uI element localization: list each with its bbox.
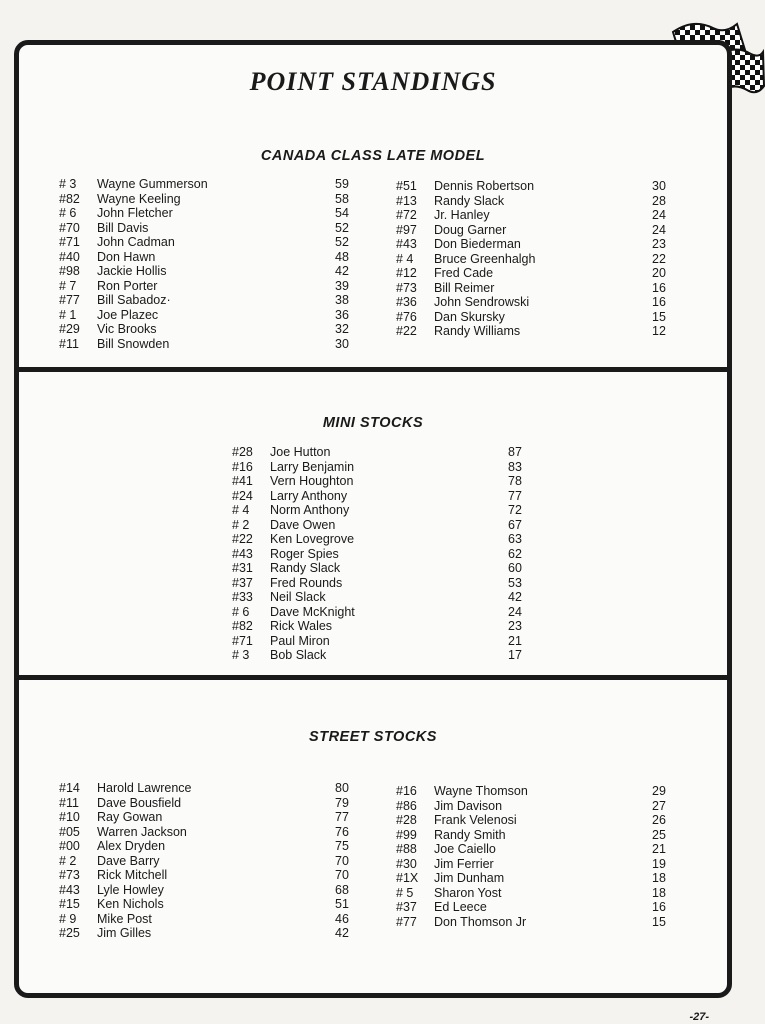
standing-row [59,192,359,207]
car-number: # 4 [396,251,414,266]
mini-section-title: MINI STOCKS [322,415,424,431]
driver-name: Joe Plazec [97,307,159,322]
points-value: 25 [652,827,666,842]
car-number: #16 [232,459,253,474]
canada-right-list [396,179,696,339]
driver-name: Dave Owen [270,517,336,532]
points-value: 42 [335,264,349,278]
driver-name: Dave McKnight [270,604,355,619]
street-left-list [59,781,359,941]
car-number: # 5 [396,885,414,900]
driver-name: Ed Leece [434,900,487,914]
car-number: #37 [232,575,253,590]
points-value: 18 [652,871,666,885]
driver-name: Dan Skursky [434,309,505,324]
driver-name: Norm Anthony [270,503,350,517]
standing-row [232,474,532,489]
points-value: 79 [335,795,349,810]
standing-row [396,900,696,915]
driver-name: Bruce Greenhalgh [434,251,536,266]
car-number: #40 [59,249,80,264]
points-value: 72 [508,503,522,517]
points-value: 70 [335,868,349,882]
points-value: 15 [652,309,666,324]
points-value: 36 [335,307,349,322]
standing-row [59,308,359,323]
driver-name: John Sendrowski [434,295,530,309]
points-value: 27 [652,798,666,813]
driver-name: Frank Velenosi [434,813,517,827]
standing-row [396,179,696,194]
driver-name: Larry Anthony [270,488,348,503]
points-value: 77 [335,810,349,824]
car-number: #22 [396,324,417,338]
points-value: 24 [652,208,666,222]
car-number: # 6 [59,206,77,220]
standing-row [396,813,696,828]
car-number: #11 [59,336,79,351]
standing-row [59,235,359,250]
standing-row [59,796,359,811]
car-number: #99 [396,827,417,842]
driver-name: John Cadman [97,235,175,249]
driver-name: Paul Miron [270,633,330,648]
standing-row [396,266,696,281]
points-value: 46 [335,911,349,926]
points-value: 51 [335,897,349,911]
driver-name: Randy Smith [434,827,506,842]
points-value: 21 [652,842,666,856]
driver-name: Doug Garner [434,222,507,237]
standing-row [232,648,532,663]
standing-row [232,503,532,518]
car-number: #13 [396,193,417,208]
car-number: #76 [396,309,417,324]
driver-name: Vern Houghton [270,474,354,488]
page-title: POINT STANDINGS [249,67,497,96]
car-number: #33 [232,590,253,604]
car-number: #00 [59,839,80,853]
standing-row [59,279,359,294]
points-value: 22 [652,251,666,266]
car-number: #11 [59,795,79,810]
driver-name: Harold Lawrence [97,781,192,795]
car-number: #15 [59,897,80,911]
driver-name: Fred Cade [434,266,494,280]
car-number: #30 [396,856,417,871]
driver-name: Bill Reimer [434,280,495,295]
points-value: 87 [508,445,522,459]
points-value: 80 [335,781,349,795]
points-value: 28 [652,193,666,208]
standing-row [396,886,696,901]
points-value: 38 [335,293,349,307]
standing-row [396,223,696,238]
points-value: 19 [652,856,666,871]
points-value: 12 [652,324,666,338]
points-value: 16 [652,280,666,295]
driver-name: Dave Bousfield [97,795,182,810]
car-number: #29 [59,322,80,336]
driver-name: Joe Hutton [270,445,331,459]
driver-name: Ron Porter [97,278,158,293]
car-number: #97 [396,222,417,237]
points-value: 24 [652,222,666,237]
driver-name: Don Hawn [97,249,156,264]
standing-row [232,561,532,576]
standing-row [396,237,696,252]
driver-name: Dave Barry [97,853,160,868]
driver-name: Ken Nichols [97,897,164,911]
points-value: 15 [652,914,666,929]
points-value: 42 [508,590,522,604]
car-number: #25 [59,926,80,940]
car-number: #73 [59,868,80,882]
standing-row [232,619,532,634]
standing-row [59,912,359,927]
standing-row [232,547,532,562]
points-value: 17 [508,648,522,662]
driver-name: Randy Williams [434,324,521,338]
car-number: #36 [396,295,417,309]
driver-name: Randy Slack [270,561,341,575]
standing-row [59,897,359,912]
standing-row [232,590,532,605]
driver-name: Wayne Keeling [97,191,181,206]
car-number: # 4 [232,503,250,517]
car-number: # 6 [232,604,250,619]
car-number: # 7 [59,278,77,293]
car-number: #77 [396,914,417,929]
driver-name: Sharon Yost [434,885,502,900]
car-number: #98 [59,264,80,278]
driver-name: Neil Slack [270,590,326,604]
car-number: #12 [396,266,417,280]
standing-row [59,810,359,825]
points-value: 54 [335,206,349,220]
standing-row [59,825,359,840]
standing-row [59,221,359,236]
driver-name: Bill Snowden [97,336,170,351]
points-value: 32 [335,322,349,336]
car-number: #43 [396,237,417,251]
standing-row [396,252,696,267]
points-value: 24 [508,604,522,619]
car-number: # 3 [59,177,77,191]
standing-row [396,784,696,799]
points-value: 30 [335,336,349,351]
car-number: #88 [396,842,417,856]
standing-row [59,337,359,352]
car-number: # 1 [59,307,77,322]
driver-name: Dennis Robertson [434,179,535,193]
standing-row [232,634,532,649]
driver-name: Jim Davison [434,798,503,813]
mini-stocks-list [232,445,532,663]
car-number: #71 [232,633,253,648]
car-number: #05 [59,824,80,839]
standing-row [396,828,696,843]
standing-row [59,839,359,854]
street-section-title: STREET STOCKS [309,729,437,745]
car-number: #28 [232,445,253,459]
points-value: 23 [508,619,522,633]
standing-row [396,310,696,325]
points-value: 60 [508,561,522,575]
driver-name: Lyle Howley [97,882,164,897]
driver-name: Bob Slack [270,648,327,662]
driver-name: Jim Ferrier [434,856,494,871]
standing-row [59,883,359,898]
car-number: #37 [396,900,417,914]
car-number: #16 [396,784,417,798]
driver-name: Wayne Thomson [434,784,528,798]
points-value: 59 [335,177,349,191]
standing-row [396,842,696,857]
canada-left-list [59,177,359,351]
points-value: 76 [335,824,349,839]
car-number: #71 [59,235,80,249]
car-number: # 2 [59,853,77,868]
car-number: #41 [232,474,253,488]
car-number: #77 [59,293,80,307]
driver-name: Bill Sabadoz· [97,293,171,307]
standing-row [59,868,359,883]
car-number: #70 [59,220,80,235]
canada-section-title: CANADA CLASS LATE MODEL [260,148,486,164]
car-number: #10 [59,810,80,824]
points-value: 21 [508,633,522,648]
driver-name: Bill Davis [97,220,149,235]
driver-name: Jim Dunham [434,871,505,885]
points-value: 53 [508,575,522,590]
section-divider [19,367,727,372]
car-number: # 9 [59,911,77,926]
car-number: #82 [59,191,80,206]
car-number: #28 [396,813,417,827]
standing-row [396,295,696,310]
standing-row [59,781,359,796]
driver-name: Larry Benjamin [270,459,355,474]
standing-row [396,208,696,223]
points-value: 58 [335,191,349,206]
points-value: 70 [335,853,349,868]
standing-row [232,489,532,504]
standing-row [396,324,696,339]
car-number: #14 [59,781,80,795]
driver-name: Randy Slack [434,193,505,208]
car-number: # 3 [232,648,250,662]
points-value: 62 [508,546,522,561]
points-value: 16 [652,900,666,914]
points-value: 48 [335,249,349,264]
driver-name: Joe Caiello [434,842,496,856]
points-value: 78 [508,474,522,488]
points-value: 16 [652,295,666,309]
points-value: 20 [652,266,666,280]
driver-name: Warren Jackson [97,824,187,839]
standing-row [396,915,696,930]
points-value: 83 [508,459,522,474]
points-value: 75 [335,839,349,853]
driver-name: Rick Wales [270,619,333,633]
car-number: #24 [232,488,253,503]
standing-row [232,445,532,460]
points-value: 68 [335,882,349,897]
points-value: 29 [652,784,666,798]
standing-row [59,322,359,337]
driver-name: Jim Gilles [97,926,152,940]
standing-row [396,871,696,886]
standing-row [59,264,359,279]
standing-row [59,250,359,265]
standing-row [59,206,359,221]
driver-name: Vic Brooks [97,322,157,336]
points-value: 39 [335,278,349,293]
standing-row [232,532,532,547]
driver-name: Fred Rounds [270,575,343,590]
driver-name: Ray Gowan [97,810,163,824]
car-number: #22 [232,532,253,546]
driver-name: Mike Post [97,911,152,926]
driver-name: Roger Spies [270,546,339,561]
car-number: #1X [396,871,419,885]
car-number: # 2 [232,517,250,532]
standing-row [396,799,696,814]
standing-row [232,518,532,533]
standing-row [232,460,532,475]
driver-name: Ken Lovegrove [270,532,355,546]
car-number: #73 [396,280,417,295]
page-number: -27- [689,1011,709,1023]
points-value: 42 [335,926,349,940]
driver-name: Alex Dryden [97,839,166,853]
driver-name: Wayne Gummerson [97,177,208,191]
standing-row [59,854,359,869]
driver-name: Don Biederman [434,237,521,251]
standing-row [59,177,359,192]
standing-row [396,857,696,872]
points-value: 63 [508,532,522,546]
points-value: 23 [652,237,666,251]
points-value: 67 [508,517,522,532]
driver-name: Rick Mitchell [97,868,168,882]
car-number: #43 [232,546,253,561]
standing-row [396,281,696,296]
car-number: #31 [232,561,253,575]
car-number: #51 [396,179,417,193]
driver-name: Jr. Hanley [434,208,490,222]
points-value: 30 [652,179,666,193]
points-value: 52 [335,220,349,235]
standings-frame [14,40,732,998]
standing-row [232,605,532,620]
standing-row [59,926,359,941]
car-number: #82 [232,619,253,633]
car-number: #86 [396,798,417,813]
section-divider [19,675,727,680]
points-value: 26 [652,813,666,827]
driver-name: John Fletcher [97,206,173,220]
standing-row [396,194,696,209]
car-number: #43 [59,882,80,897]
driver-name: Jackie Hollis [97,264,167,278]
points-value: 77 [508,488,522,503]
standing-row [232,576,532,591]
standing-row [59,293,359,308]
car-number: #72 [396,208,417,222]
driver-name: Don Thomson Jr [434,914,527,929]
street-right-list [396,784,696,929]
points-value: 52 [335,235,349,249]
points-value: 18 [652,885,666,900]
